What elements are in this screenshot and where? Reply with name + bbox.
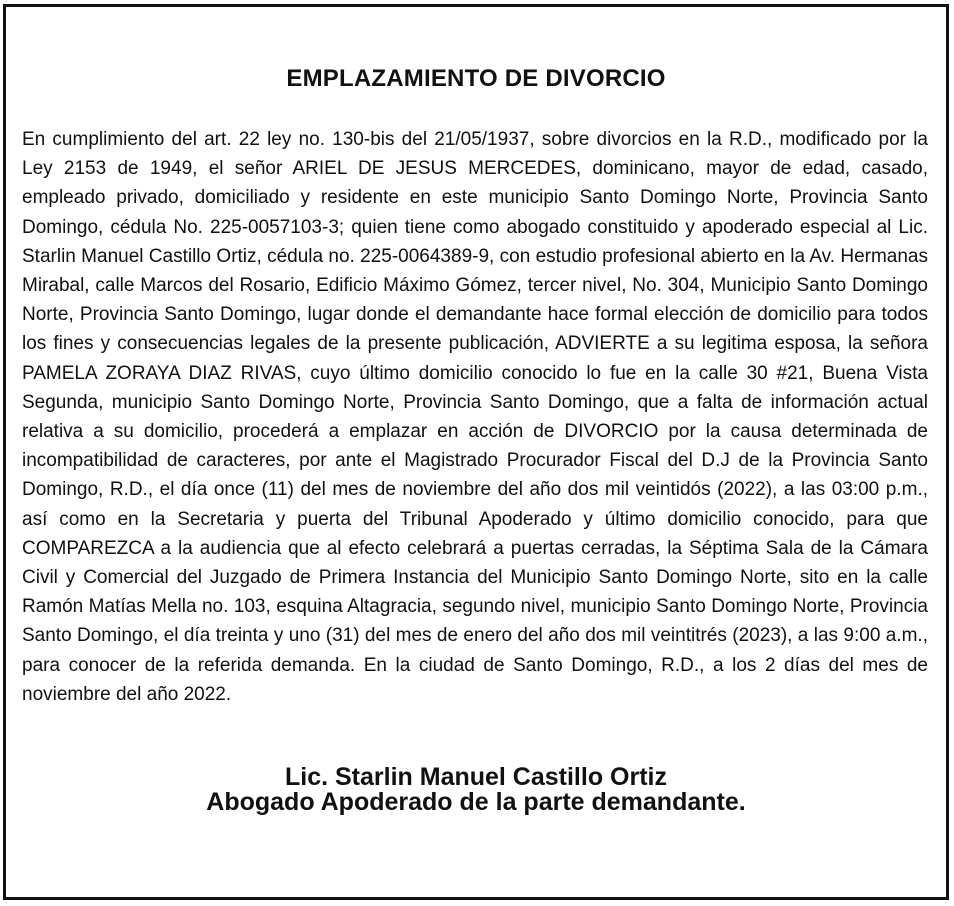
signature-name: Lic. Starlin Manuel Castillo Ortiz bbox=[284, 763, 667, 791]
notice-frame bbox=[3, 4, 949, 900]
signature-block bbox=[6, 765, 946, 815]
signature-role: Abogado Apoderado de la parte demandante. bbox=[206, 788, 746, 816]
notice-title: EMPLAZAMIENTO DE DIVORCIO bbox=[286, 65, 666, 92]
notice-body: En cumplimiento del art. 22 ley no. 130-bis del 21/05/1937, sobre divorcios en la R.D., modificado por la Ley 2153 de 1949, el señor ARIEL DE JESUS MERCEDES, dominicano, mayor de edad, casado, empleado privado, domiciliado y residente en este municipio Santo Domingo Norte, Provincia Santo Domingo, cédula No. 225-0057103-3; quien tiene como abogado constituido y apoderado especial al Lic. Starlin Manuel Castillo Ortiz, cédula no. 225-0064389-9, con estudio profesional abierto en la Av. Hermanas Mirabal, calle Marcos del Rosario, Edificio Máximo Gómez, tercer nivel, No. 304, Municipio Santo Domingo Norte, Provincia Santo Domingo, lugar donde el demandante hace formal elección de domicilio para todos los fines y consecuencias legales de la presente publicación, ADVIERTE a su legitima esposa, la señora PAMELA ZORAYA DIAZ RIVAS, cuyo último domicilio conocido lo fue en la calle 30 #21, Buena Vista Segunda, municipio Santo Domingo Norte, Provincia Santo Domingo, que a falta de información actual relativa a su domicilio, procederá a emplazar en acción de DIVORCIO por la causa determinada de incompatibilidad de caracteres, por ante el Magistrado Procurador Fiscal del D.J de la Provincia Santo Domingo, R.D., el día once (11) del mes de noviembre del año dos mil veintidós (2022), a las 03:00 p.m., así como en la Secretaria y puerta del Tribunal Apoderado y último domicilio conocido, para que COMPAREZCA a la audiencia que al efecto celebrará a puertas cerradas, la Séptima Sala de la Cámara Civil y Comercial del Juzgado de Primera Instancia del Municipio Santo Domingo Norte, sito en la calle Ramón Matías Mella no. 103, esquina Altagracia, segundo nivel, municipio Santo Domingo Norte, Provincia Santo Domingo, el día treinta y uno (31) del mes de enero del año dos mil veintitrés (2023), a las 9:00 a.m., para conocer de la referida demanda. En la ciudad de Santo Domingo, R.D., a los 2 días del mes de noviembre del año 2022. bbox=[22, 129, 928, 705]
